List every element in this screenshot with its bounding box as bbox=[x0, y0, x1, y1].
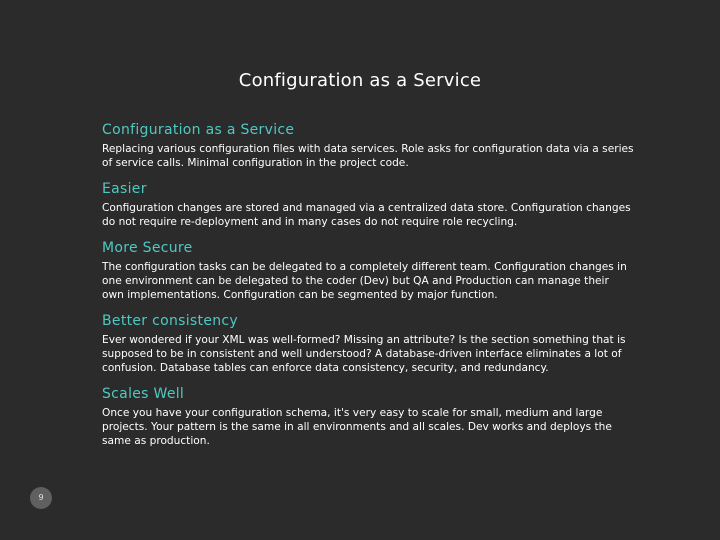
section-body: Configuration changes are stored and managed via a centralized data store. Configuration changes do not require re-deployment and in many cases do not require role recycling. bbox=[102, 202, 631, 228]
section-body: Replacing various configuration files with data services. Role asks for configuration data via a series of service calls. Minimal configuration in the project code. bbox=[102, 143, 634, 169]
page-number-badge: 9 bbox=[30, 487, 52, 509]
section-body: Ever wondered if your XML was well-formed? Missing an attribute? Is the section something that is supposed to be in consistent and well understood? A database-driven interface eliminates a lot of confusion. Database tables can enforce data consistency, security, and redundancy. bbox=[102, 334, 626, 374]
slide-content bbox=[102, 121, 634, 458]
section-heading: More Secure bbox=[102, 240, 193, 256]
slide-title: Configuration as a Service bbox=[238, 70, 482, 91]
section-easier bbox=[102, 180, 634, 229]
section-scales-well bbox=[102, 385, 634, 448]
section-body: The configuration tasks can be delegated to a completely different team. Configuration changes in one environment can be delegated to the coder (Dev) but QA and Production can manage their own implementations. Configuration can be segmented by major function. bbox=[102, 261, 627, 301]
section-heading: Better consistency bbox=[102, 313, 238, 329]
section-more-secure bbox=[102, 239, 634, 302]
section-heading: Configuration as a Service bbox=[102, 122, 295, 138]
section-better-consistency bbox=[102, 312, 634, 375]
section-heading: Scales Well bbox=[102, 386, 185, 402]
section-body: Once you have your configuration schema, it's very easy to scale for small, medium and large projects. Your pattern is the same in all environments and all scales. Dev works and deploys the same as production. bbox=[102, 407, 612, 447]
section-configuration-as-a-service bbox=[102, 121, 634, 170]
section-heading: Easier bbox=[102, 181, 147, 197]
